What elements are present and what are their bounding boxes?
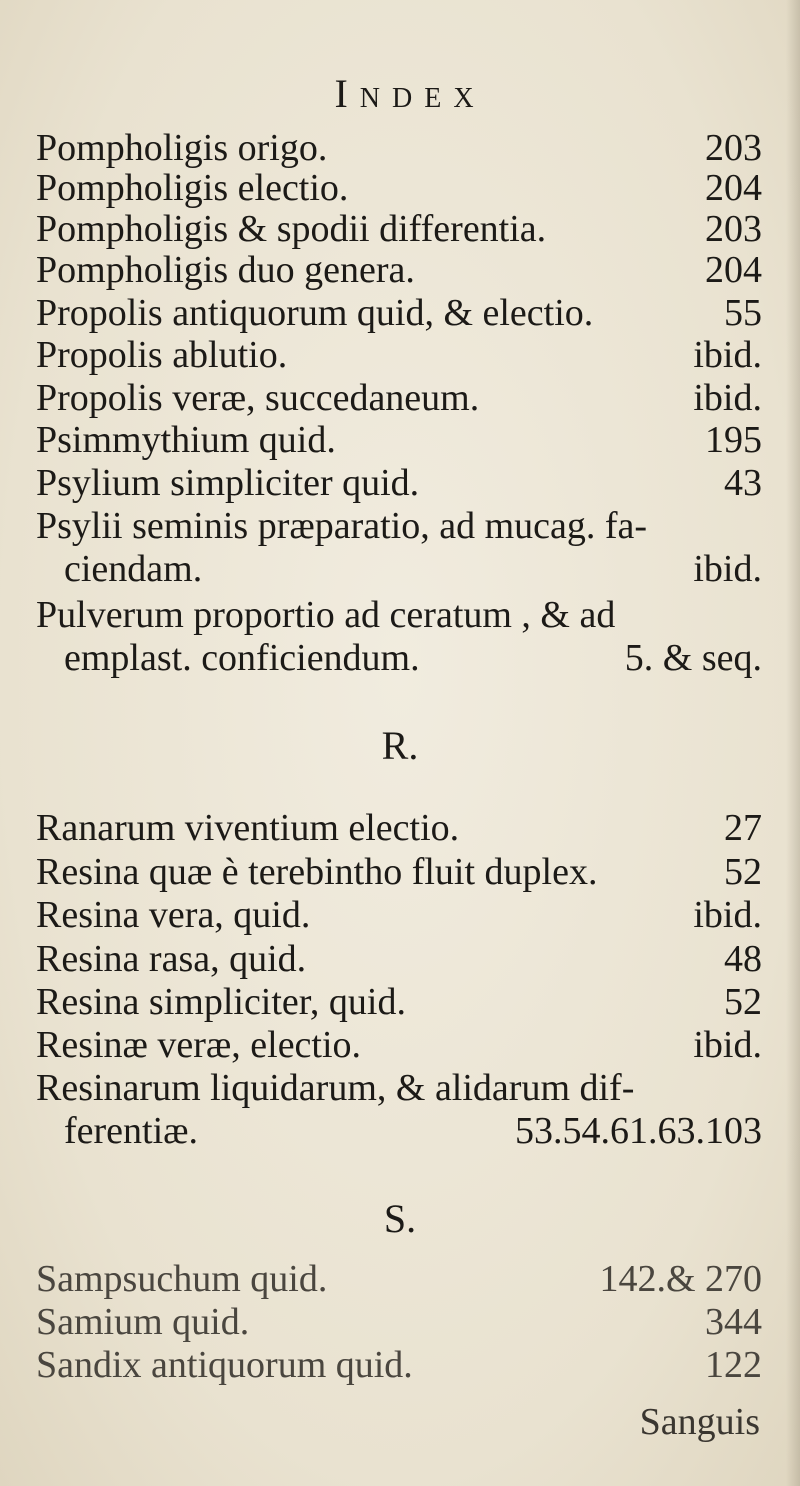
entry-text: Pompholigis duo genera. [36, 249, 415, 291]
entry-page: 203 [705, 208, 762, 250]
entry-text: Psylii seminis præparatio, ad mucag. fa- [36, 505, 648, 547]
entry-text: ferentiæ. [64, 1110, 199, 1152]
running-title: Index [334, 71, 486, 116]
entry-text: Ranarum viventium electio. [36, 807, 460, 849]
entry-text: Propolis ablutio. [36, 334, 288, 376]
entry-page: ibid. [693, 334, 762, 376]
entry-text: Samium quid. [36, 1301, 250, 1343]
entry-page: ibid. [693, 377, 762, 419]
entry-page: 48 [724, 938, 762, 980]
entry-page: 122 [705, 1344, 762, 1386]
section-heading-r: R. [381, 723, 419, 768]
entry-text: Resina quæ è terebintho fluit duplex. [36, 851, 598, 893]
entry-page: 43 [724, 462, 762, 504]
entry-text: Resinarum liquidarum, & alidarum dif- [36, 1067, 635, 1109]
entry-page: ibid. [693, 1024, 762, 1066]
entry-text: Sandix antiquorum quid. [36, 1344, 413, 1386]
entry-text: Pompholigis & spodii differentia. [36, 208, 547, 250]
entry-text: ciendam. [64, 548, 203, 590]
entry-page: 5. & seq. [624, 637, 762, 679]
entry-text: emplast. conficiendum. [64, 637, 420, 679]
entry-page: 204 [705, 167, 762, 209]
entry-text: Sampsuchum quid. [36, 1258, 328, 1300]
entry-page: 142.& 270 [599, 1258, 762, 1300]
entry-text: Pompholigis origo. [36, 127, 328, 169]
catchword: Sanguis [639, 1401, 760, 1443]
entry-page: 52 [724, 981, 762, 1023]
entry-text: Resina simpliciter, quid. [36, 981, 406, 1023]
entry-text: Resina vera, quid. [36, 894, 311, 936]
entry-text: Psimmythium quid. [36, 419, 336, 461]
entry-text: Propolis veræ, succedaneum. [36, 377, 480, 419]
entry-page: 344 [705, 1301, 762, 1343]
entry-page: 55 [724, 292, 762, 334]
page-header [0, 70, 800, 117]
entry-text: Propolis antiquorum quid, & electio. [36, 292, 594, 334]
entry-page: 195 [705, 419, 762, 461]
entry-text: Psylium simpliciter quid. [36, 462, 420, 504]
entry-page: 52 [724, 851, 762, 893]
entry-page: 203 [705, 127, 762, 169]
entry-page: 204 [705, 249, 762, 291]
entry-page: 53.54.61.63.103 [515, 1110, 762, 1152]
entry-text: Pompholigis electio. [36, 167, 349, 209]
entry-text: Resinæ veræ, electio. [36, 1024, 362, 1066]
entry-page: 27 [724, 807, 762, 849]
section-heading-s: S. [383, 1196, 417, 1241]
entry-text: Pulverum proportio ad ceratum , & ad [36, 594, 616, 636]
entry-page: ibid. [693, 548, 762, 590]
entry-text: Resina rasa, quid. [36, 938, 307, 980]
entry-page: ibid. [693, 894, 762, 936]
